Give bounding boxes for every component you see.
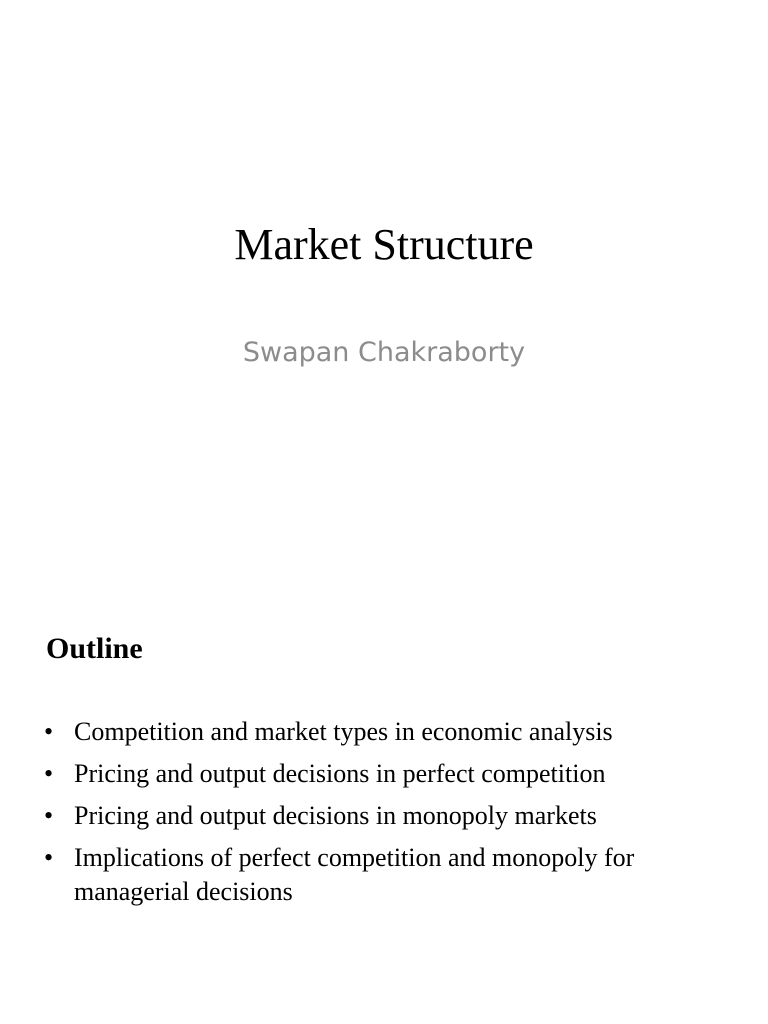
slide-subtitle-author: Swapan Chakraborty xyxy=(242,337,526,368)
list-item-text: Implications of perfect competition and monopoly for managerial decisions xyxy=(74,843,635,906)
outline-slide xyxy=(0,512,768,1024)
list-item-text: Pricing and output decisions in perfect competition xyxy=(74,759,606,788)
bullet-icon: • xyxy=(44,801,54,830)
bullet-icon: • xyxy=(44,843,54,872)
bullet-icon: • xyxy=(44,759,54,788)
slide-title: Market Structure xyxy=(234,220,534,269)
list-item-text: Pricing and output decisions in monopoly markets xyxy=(74,801,597,830)
list-item xyxy=(44,715,734,749)
list-item-text: Competition and market types in economic analysis xyxy=(74,717,613,746)
outline-bullet-list xyxy=(44,715,734,917)
list-item xyxy=(44,799,734,833)
list-item xyxy=(44,841,734,909)
outline-heading: Outline xyxy=(46,632,143,665)
bullet-icon: • xyxy=(44,717,54,746)
list-item xyxy=(44,757,734,791)
